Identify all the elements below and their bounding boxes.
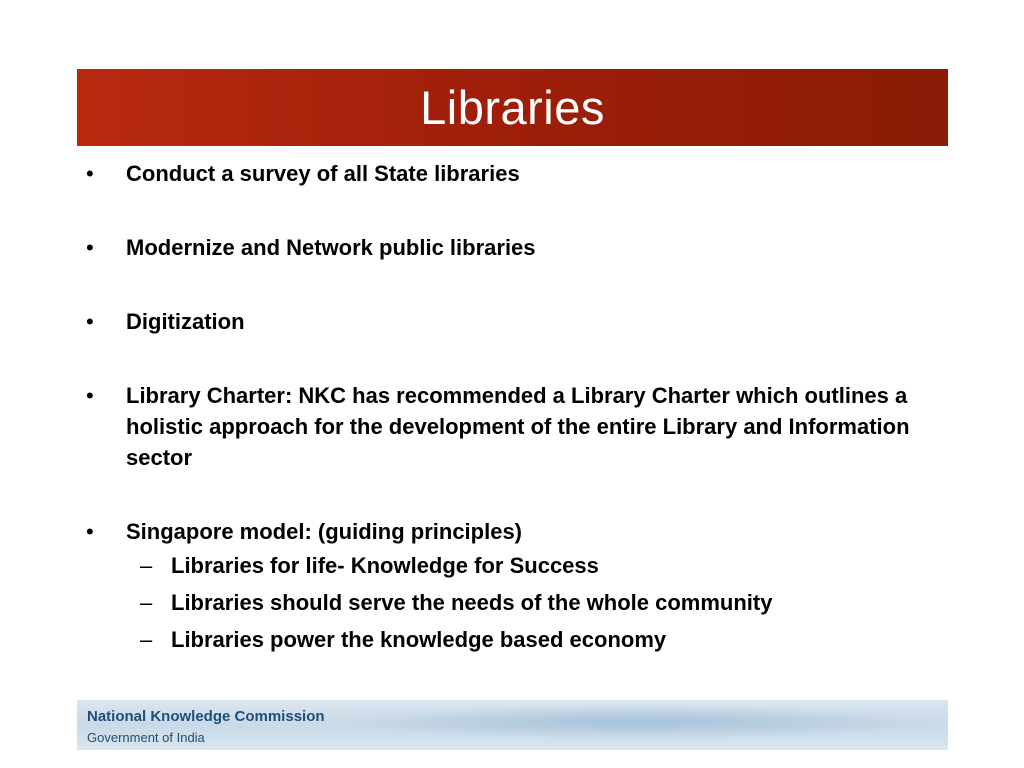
bullet-mark: • <box>86 235 94 260</box>
sub-bullet-text: Libraries power the knowledge based economy <box>171 627 667 652</box>
slide-title: Libraries <box>420 81 605 134</box>
dash-mark: – <box>140 553 153 578</box>
bullet-item <box>86 516 926 655</box>
sub-bullet-item <box>126 587 926 618</box>
sub-bullet-text: Libraries should serve the needs of the whole community <box>171 590 773 615</box>
bullet-text: Modernize and Network public libraries <box>126 235 536 260</box>
bullet-item <box>86 306 926 337</box>
sub-bullet-item <box>126 550 926 581</box>
sub-bullet-item <box>126 624 926 655</box>
footer-banner <box>77 700 948 750</box>
bullet-text: Library Charter: NKC has recommended a Library Charter which outlines a holistic approach for the development of the entire Library and Information sector <box>126 383 910 470</box>
bullet-list <box>86 158 926 661</box>
bullet-mark: • <box>86 383 94 408</box>
dash-mark: – <box>140 590 153 615</box>
bullet-mark: • <box>86 309 94 334</box>
bullet-item <box>86 232 926 263</box>
title-bar <box>77 69 948 146</box>
dash-mark: – <box>140 627 153 652</box>
footer-organization: National Knowledge Commission <box>87 708 325 725</box>
bullet-text: Singapore model: (guiding principles) <box>126 519 523 544</box>
bullet-item <box>86 158 926 189</box>
bullet-mark: • <box>86 161 94 186</box>
bullet-text: Conduct a survey of all State libraries <box>126 161 520 186</box>
bullet-mark: • <box>86 519 94 544</box>
bullet-item <box>86 380 926 473</box>
bullet-text: Digitization <box>126 309 245 334</box>
sub-bullet-text: Libraries for life- Knowledge for Success <box>171 553 599 578</box>
footer-government: Government of India <box>87 730 205 745</box>
sub-bullet-list <box>126 550 926 655</box>
